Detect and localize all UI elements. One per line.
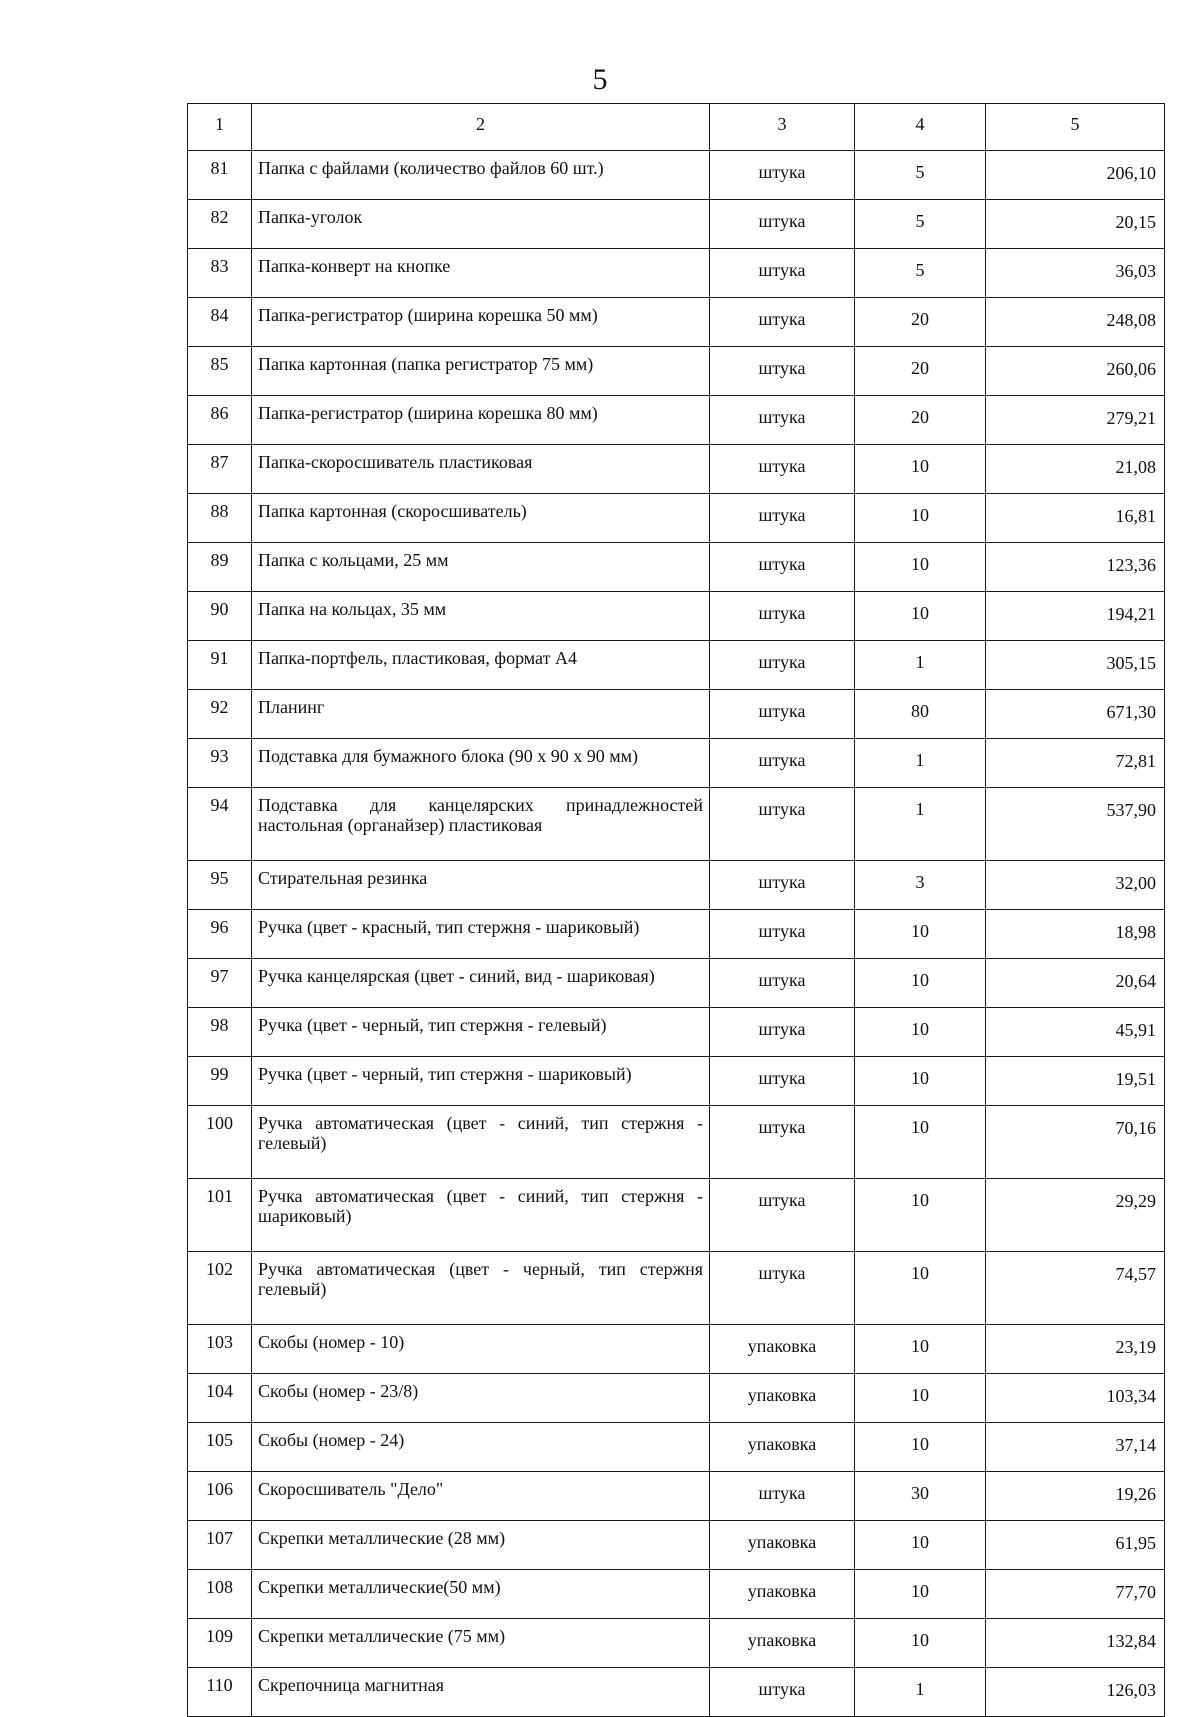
- table-row: [188, 910, 1165, 959]
- row-number-cell: 94: [188, 788, 252, 861]
- row-number-cell: 96: [188, 910, 252, 959]
- unit-cell: штука: [710, 959, 855, 1008]
- price-cell: 248,08: [986, 298, 1165, 347]
- price-cell: 16,81: [986, 494, 1165, 543]
- row-number-cell: 93: [188, 739, 252, 788]
- item-name-cell: Папка с файлами (количество файлов 60 шт.): [252, 151, 710, 200]
- row-number-cell: 81: [188, 151, 252, 200]
- price-cell: 74,57: [986, 1252, 1165, 1325]
- quantity-cell: 10: [855, 959, 986, 1008]
- quantity-cell: 10: [855, 1325, 986, 1374]
- item-name-cell: Скрепки металлические (28 мм): [252, 1521, 710, 1570]
- price-cell: 21,08: [986, 445, 1165, 494]
- price-table: [187, 103, 1165, 1717]
- unit-cell: упаковка: [710, 1374, 855, 1423]
- quantity-cell: 10: [855, 1619, 986, 1668]
- item-name-cell: Ручка канцелярская (цвет - синий, вид - шариковая): [252, 959, 710, 1008]
- row-number-cell: 109: [188, 1619, 252, 1668]
- row-number-cell: 98: [188, 1008, 252, 1057]
- table-row: [188, 200, 1165, 249]
- table-row: [188, 1106, 1165, 1179]
- item-name-cell: Скоросшиватель "Дело": [252, 1472, 710, 1521]
- unit-cell: штука: [710, 861, 855, 910]
- unit-cell: штука: [710, 445, 855, 494]
- price-cell: 19,26: [986, 1472, 1165, 1521]
- unit-cell: штука: [710, 1252, 855, 1325]
- row-number-cell: 105: [188, 1423, 252, 1472]
- quantity-cell: 10: [855, 910, 986, 959]
- price-cell: 19,51: [986, 1057, 1165, 1106]
- item-name-cell: Скрепки металлические (75 мм): [252, 1619, 710, 1668]
- quantity-cell: 10: [855, 1423, 986, 1472]
- table-row: [188, 1252, 1165, 1325]
- row-number-cell: 104: [188, 1374, 252, 1423]
- table-row: [188, 249, 1165, 298]
- unit-cell: штука: [710, 347, 855, 396]
- table-row: [188, 445, 1165, 494]
- quantity-cell: 30: [855, 1472, 986, 1521]
- table-row: [188, 959, 1165, 1008]
- row-number-cell: 102: [188, 1252, 252, 1325]
- quantity-cell: 10: [855, 543, 986, 592]
- table-row: [188, 1325, 1165, 1374]
- header-cell-3: 3: [710, 104, 855, 151]
- unit-cell: штука: [710, 910, 855, 959]
- table-row: [188, 861, 1165, 910]
- item-name-cell: Ручка автоматическая (цвет - черный, тип стержня гелевый): [252, 1252, 710, 1325]
- unit-cell: штука: [710, 1472, 855, 1521]
- unit-cell: штука: [710, 1179, 855, 1252]
- unit-cell: упаковка: [710, 1521, 855, 1570]
- header-cell-5: 5: [986, 104, 1165, 151]
- quantity-cell: 10: [855, 1521, 986, 1570]
- quantity-cell: 10: [855, 445, 986, 494]
- quantity-cell: 5: [855, 249, 986, 298]
- unit-cell: штука: [710, 1668, 855, 1717]
- price-cell: 194,21: [986, 592, 1165, 641]
- row-number-cell: 107: [188, 1521, 252, 1570]
- item-name-cell: Ручка автоматическая (цвет - синий, тип стержня - гелевый): [252, 1106, 710, 1179]
- item-name-cell: Папка с кольцами, 25 мм: [252, 543, 710, 592]
- item-name-cell: Папка-регистратор (ширина корешка 50 мм): [252, 298, 710, 347]
- row-number-cell: 87: [188, 445, 252, 494]
- item-name-cell: Скрепки металлические(50 мм): [252, 1570, 710, 1619]
- quantity-cell: 20: [855, 347, 986, 396]
- row-number-cell: 100: [188, 1106, 252, 1179]
- item-name-cell: Папка на кольцах, 35 мм: [252, 592, 710, 641]
- item-name-cell: Папка-конверт на кнопке: [252, 249, 710, 298]
- price-cell: 32,00: [986, 861, 1165, 910]
- quantity-cell: 10: [855, 1057, 986, 1106]
- item-name-cell: Ручка (цвет - черный, тип стержня - гелевый): [252, 1008, 710, 1057]
- table-row: [188, 1008, 1165, 1057]
- row-number-cell: 103: [188, 1325, 252, 1374]
- quantity-cell: 20: [855, 298, 986, 347]
- table-row: [188, 396, 1165, 445]
- price-cell: 45,91: [986, 1008, 1165, 1057]
- row-number-cell: 88: [188, 494, 252, 543]
- row-number-cell: 85: [188, 347, 252, 396]
- quantity-cell: 1: [855, 788, 986, 861]
- price-cell: 132,84: [986, 1619, 1165, 1668]
- price-cell: 126,03: [986, 1668, 1165, 1717]
- price-cell: 260,06: [986, 347, 1165, 396]
- quantity-cell: 10: [855, 1252, 986, 1325]
- row-number-cell: 106: [188, 1472, 252, 1521]
- price-cell: 103,34: [986, 1374, 1165, 1423]
- price-cell: 123,36: [986, 543, 1165, 592]
- quantity-cell: 10: [855, 1106, 986, 1179]
- price-cell: 206,10: [986, 151, 1165, 200]
- unit-cell: штука: [710, 1106, 855, 1179]
- table-row: [188, 151, 1165, 200]
- row-number-cell: 84: [188, 298, 252, 347]
- table-row: [188, 1423, 1165, 1472]
- item-name-cell: Ручка (цвет - черный, тип стержня - шариковый): [252, 1057, 710, 1106]
- row-number-cell: 91: [188, 641, 252, 690]
- header-row: [188, 104, 1165, 151]
- header-cell-2: 2: [252, 104, 710, 151]
- quantity-cell: 80: [855, 690, 986, 739]
- quantity-cell: 10: [855, 1374, 986, 1423]
- quantity-cell: 10: [855, 494, 986, 543]
- table-row: [188, 739, 1165, 788]
- quantity-cell: 1: [855, 641, 986, 690]
- table-row: [188, 592, 1165, 641]
- quantity-cell: 1: [855, 739, 986, 788]
- item-name-cell: Подставка для бумажного блока (90 х 90 х 90 мм): [252, 739, 710, 788]
- unit-cell: упаковка: [710, 1423, 855, 1472]
- table-row: [188, 1570, 1165, 1619]
- row-number-cell: 95: [188, 861, 252, 910]
- row-number-cell: 99: [188, 1057, 252, 1106]
- table-row: [188, 543, 1165, 592]
- unit-cell: штука: [710, 1057, 855, 1106]
- item-name-cell: Папка-скоросшиватель пластиковая: [252, 445, 710, 494]
- row-number-cell: 89: [188, 543, 252, 592]
- row-number-cell: 108: [188, 1570, 252, 1619]
- price-cell: 36,03: [986, 249, 1165, 298]
- item-name-cell: Скобы (номер - 24): [252, 1423, 710, 1472]
- price-cell: 72,81: [986, 739, 1165, 788]
- unit-cell: штука: [710, 396, 855, 445]
- table-row: [188, 1057, 1165, 1106]
- price-cell: 37,14: [986, 1423, 1165, 1472]
- item-name-cell: Ручка автоматическая (цвет - синий, тип стержня - шариковый): [252, 1179, 710, 1252]
- item-name-cell: Скобы (номер - 10): [252, 1325, 710, 1374]
- header-cell-4: 4: [855, 104, 986, 151]
- price-cell: 537,90: [986, 788, 1165, 861]
- quantity-cell: 10: [855, 592, 986, 641]
- table-row: [188, 1374, 1165, 1423]
- item-name-cell: Скобы (номер - 23/8): [252, 1374, 710, 1423]
- unit-cell: штука: [710, 151, 855, 200]
- item-name-cell: Папка-регистратор (ширина корешка 80 мм): [252, 396, 710, 445]
- item-name-cell: Планинг: [252, 690, 710, 739]
- unit-cell: штука: [710, 592, 855, 641]
- row-number-cell: 92: [188, 690, 252, 739]
- unit-cell: штука: [710, 641, 855, 690]
- table-row: [188, 347, 1165, 396]
- unit-cell: штука: [710, 739, 855, 788]
- page-number: 5: [592, 63, 608, 96]
- price-cell: 305,15: [986, 641, 1165, 690]
- price-cell: 20,64: [986, 959, 1165, 1008]
- table-row: [188, 494, 1165, 543]
- unit-cell: упаковка: [710, 1619, 855, 1668]
- quantity-cell: 10: [855, 1008, 986, 1057]
- unit-cell: штука: [710, 249, 855, 298]
- price-cell: 18,98: [986, 910, 1165, 959]
- item-name-cell: Папка картонная (папка регистратор 75 мм): [252, 347, 710, 396]
- unit-cell: штука: [710, 690, 855, 739]
- price-cell: 70,16: [986, 1106, 1165, 1179]
- row-number-cell: 82: [188, 200, 252, 249]
- table-row: [188, 1668, 1165, 1717]
- unit-cell: штука: [710, 543, 855, 592]
- quantity-cell: 3: [855, 861, 986, 910]
- price-cell: 279,21: [986, 396, 1165, 445]
- unit-cell: штука: [710, 494, 855, 543]
- price-cell: 23,19: [986, 1325, 1165, 1374]
- item-name-cell: Папка картонная (скоросшиватель): [252, 494, 710, 543]
- price-cell: 61,95: [986, 1521, 1165, 1570]
- quantity-cell: 10: [855, 1179, 986, 1252]
- table-row: [188, 788, 1165, 861]
- table-row: [188, 1619, 1165, 1668]
- row-number-cell: 101: [188, 1179, 252, 1252]
- item-name-cell: Скрепочница магнитная: [252, 1668, 710, 1717]
- quantity-cell: 10: [855, 1570, 986, 1619]
- quantity-cell: 20: [855, 396, 986, 445]
- price-cell: 20,15: [986, 200, 1165, 249]
- row-number-cell: 110: [188, 1668, 252, 1717]
- unit-cell: упаковка: [710, 1325, 855, 1374]
- unit-cell: штука: [710, 298, 855, 347]
- item-name-cell: Ручка (цвет - красный, тип стержня - шариковый): [252, 910, 710, 959]
- price-cell: 671,30: [986, 690, 1165, 739]
- item-name-cell: Папка-уголок: [252, 200, 710, 249]
- table-row: [188, 1472, 1165, 1521]
- table-row: [188, 1179, 1165, 1252]
- unit-cell: упаковка: [710, 1570, 855, 1619]
- price-cell: 77,70: [986, 1570, 1165, 1619]
- table-row: [188, 1521, 1165, 1570]
- unit-cell: штука: [710, 200, 855, 249]
- row-number-cell: 83: [188, 249, 252, 298]
- row-number-cell: 86: [188, 396, 252, 445]
- table-row: [188, 298, 1165, 347]
- quantity-cell: 5: [855, 151, 986, 200]
- quantity-cell: 1: [855, 1668, 986, 1717]
- item-name-cell: Стирательная резинка: [252, 861, 710, 910]
- item-name-cell: Подставка для канцелярских принадлежностей настольная (органайзер) пластиковая: [252, 788, 710, 861]
- header-cell-1: 1: [188, 104, 252, 151]
- unit-cell: штука: [710, 1008, 855, 1057]
- price-cell: 29,29: [986, 1179, 1165, 1252]
- table-row: [188, 641, 1165, 690]
- quantity-cell: 5: [855, 200, 986, 249]
- table-row: [188, 690, 1165, 739]
- row-number-cell: 90: [188, 592, 252, 641]
- row-number-cell: 97: [188, 959, 252, 1008]
- unit-cell: штука: [710, 788, 855, 861]
- item-name-cell: Папка-портфель, пластиковая, формат А4: [252, 641, 710, 690]
